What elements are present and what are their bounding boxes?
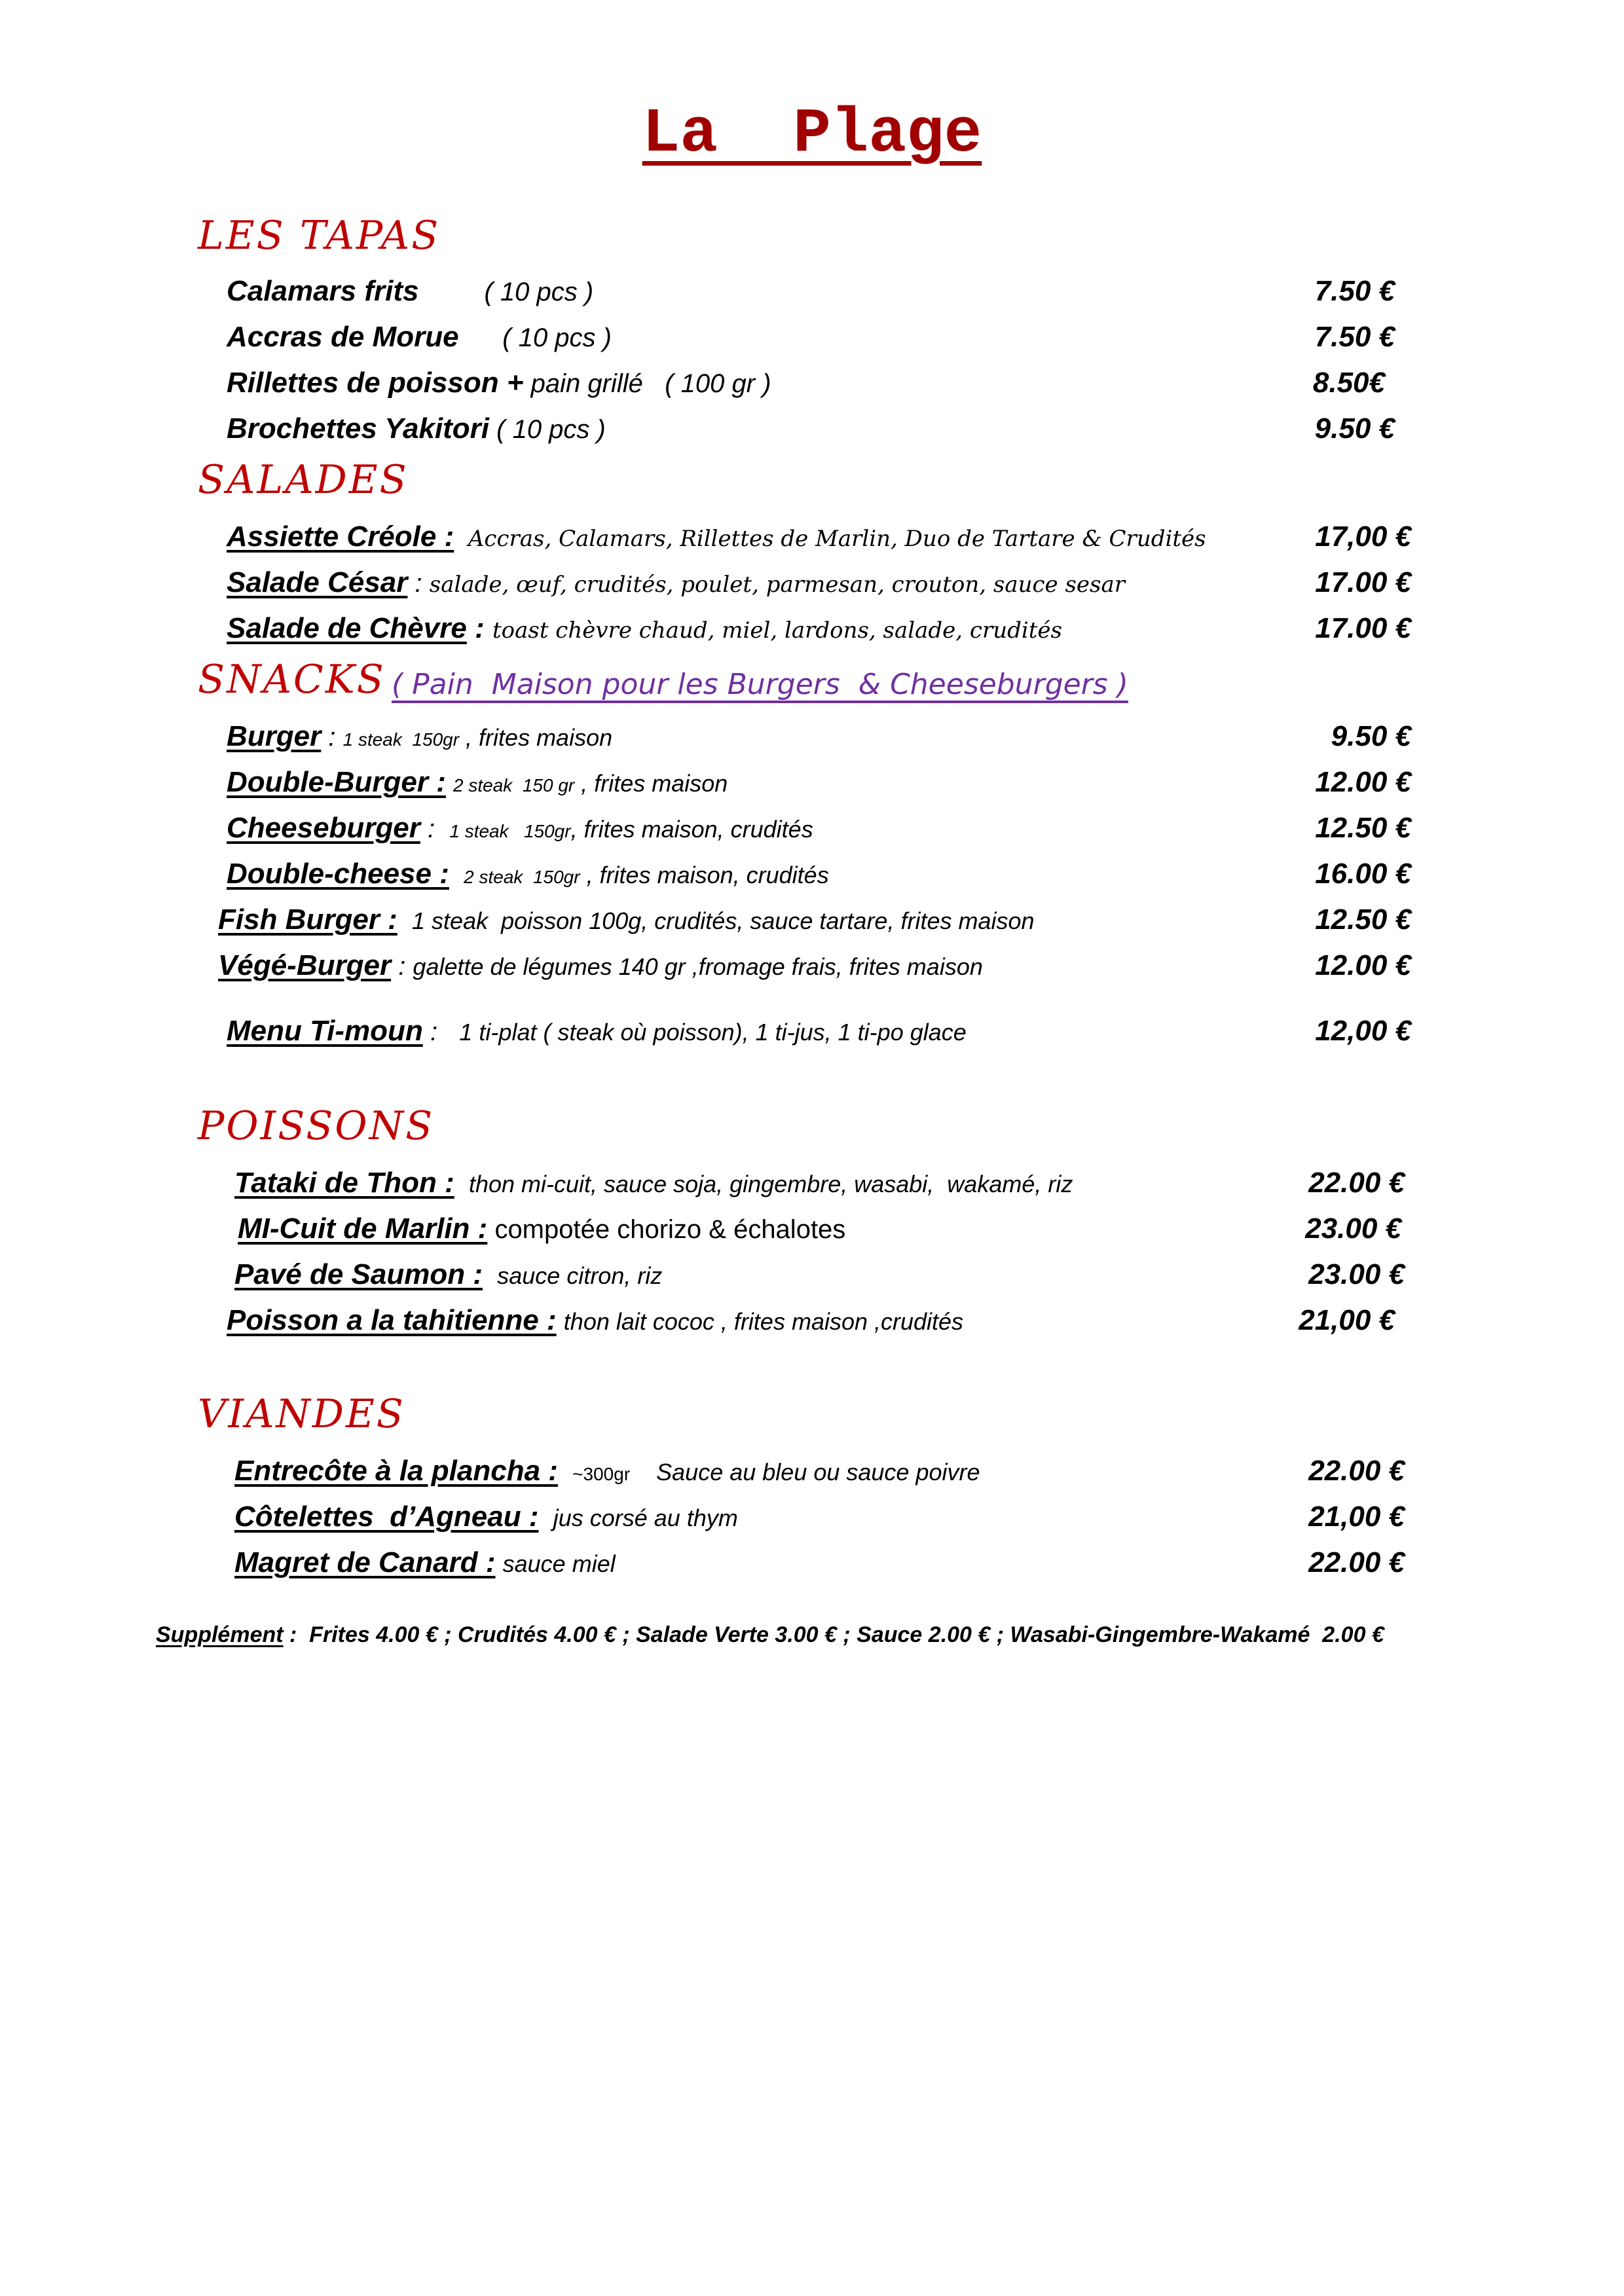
item-name: Poisson a la tahitienne : [227,1304,557,1336]
item-description: jus corsé au thym [553,1504,738,1531]
item-price: 22.00 € [1308,1455,1405,1487]
item-name: Double-cheese : [227,858,449,890]
item-weight: 2 steak 150 gr [453,775,575,795]
item-price: 12.50 € [1315,812,1411,844]
item-name: Végé-Burger [218,949,392,981]
item-description: thon mi-cuit, sauce soja, gingembre, wasabi, wakamé, riz [468,1171,1073,1197]
item-description: Sauce au bleu ou sauce poivre [630,1459,980,1485]
item-price: 12.00 € [1315,949,1411,981]
separator [483,1261,497,1290]
separator [446,769,453,797]
menu-item [0,612,1624,658]
menu-item [0,1258,1624,1304]
item-name: Entrecôte à la plancha : [234,1455,558,1487]
item-price: 17.00 € [1315,566,1411,598]
menu-item [0,720,1624,766]
item-price: 12,00 € [1315,1015,1411,1047]
item-description: , frites maison, crudités [570,816,813,843]
separator: : [407,569,430,598]
section-heading-snacks: SNACKS [198,657,386,702]
section-heading-tapas: LES TAPAS [198,213,441,259]
separator: : [321,723,343,752]
snacks-note: ( Pain Maison pour les Burgers & Cheeseburgers ) [392,668,1128,701]
menu-item [0,1015,1624,1061]
item-name: Calamars frits [227,275,419,307]
item-price: 12.50 € [1315,903,1411,936]
section-heading-salades: SALADES [198,457,409,503]
item-price: 21,00 € [1299,1304,1395,1336]
menu-item [0,275,1624,321]
item-description: ( 10 pcs ) [458,323,612,352]
menu-item [0,1304,1624,1350]
item-price: 16.00 € [1315,858,1411,890]
item-price: 23.00 € [1308,1258,1405,1290]
menu-item [0,903,1624,949]
item-price: 7.50 € [1314,321,1395,353]
separator [558,1457,572,1486]
item-name: Cheeseburger [227,812,420,844]
item-name: Menu Ti-moun [227,1015,423,1047]
item-name: Tataki de Thon : [234,1167,454,1199]
item-name: Burger [227,720,322,752]
separator [539,1503,553,1532]
item-name: Salade de Chèvre [227,612,467,644]
item-description: thon lait cococ , frites maison ,crudités [563,1308,964,1335]
item-description: ( 10 pcs ) [489,415,606,444]
item-weight: 1 steak 150gr [342,729,460,750]
supplement-text: : Frites 4.00 € ; Crudités 4.00 € ; Salade Verte 3.00 € ; Sauce 2.00 € ; Wasabi-Gingembre-Wakamé 2.00 € [283,1622,1384,1647]
separator: : [391,952,413,981]
item-price: 23.00 € [1305,1212,1401,1245]
item-description: sauce citron, riz [497,1262,663,1289]
item-description: Accras, Calamars, Rillettes de Marlin, Duo de Tartare & Crudités [454,526,1206,552]
menu-item [0,1455,1624,1501]
supplement-line [156,1622,1384,1648]
menu-item [0,367,1624,412]
item-description: 1 steak poisson 100g, crudités, sauce tartare, frites maison [412,907,1035,934]
item-price: 22.00 € [1308,1167,1405,1199]
menu-item [0,566,1624,612]
item-weight: 2 steak 150gr [464,867,580,887]
separator [557,1307,564,1336]
item-name: Assiette Créole : [227,520,454,553]
menu-item [0,858,1624,903]
item-description: compotée chorizo & échalotes [494,1215,846,1244]
item-name: Pavé de Saumon : [234,1258,483,1290]
item-name: Magret de Canard : [234,1546,496,1578]
item-name: Double-Burger : [227,766,446,798]
item-description: galette de légumes 140 gr ,fromage frais, frites maison [413,953,983,980]
item-name: Brochettes Yakitori [227,412,490,445]
menu-item [0,1212,1624,1258]
item-name: Côtelettes d’Agneau : [234,1501,539,1533]
item-description: pain grillé ( 100 gr ) [523,369,771,398]
item-name: MI-Cuit de Marlin : [238,1212,488,1245]
item-description: , frites maison [459,724,613,751]
section-heading-poissons: POISSONS [198,1103,435,1149]
supplement-label: Supplément [156,1622,284,1647]
separator [454,1169,469,1198]
item-price: 7.50 € [1314,275,1395,307]
menu-item [0,412,1624,458]
item-price: 12.00 € [1315,766,1411,798]
separator: : [422,1017,460,1046]
item-name: Fish Burger : [218,903,397,936]
item-price: 21,00 € [1308,1501,1405,1533]
item-name: Rillettes de poisson + [227,367,524,399]
item-price: 17,00 € [1315,520,1411,553]
item-description: sauce miel [502,1550,616,1577]
separator [487,1215,494,1244]
menu-item [0,1167,1624,1212]
menu-item [0,520,1624,566]
menu-item [0,1501,1624,1546]
item-name: Accras de Morue [227,321,459,353]
separator: : [420,814,450,843]
item-description: salade, œuf, crudités, poulet, parmesan, crouton, sauce sesar [429,572,1126,598]
item-name: Salade César [227,566,408,598]
restaurant-title: La Plage [642,98,982,170]
menu-item [0,766,1624,812]
separator [397,906,412,935]
item-description: ( 10 pcs ) [418,278,594,306]
item-price: 22.00 € [1308,1546,1405,1578]
item-description: 1 ti-plat ( steak où poisson), 1 ti-jus, 1 ti-po glace [459,1019,967,1046]
item-weight: 1 steak 150gr [449,821,571,841]
separator: : [466,612,492,644]
item-price: 9.50 € [1331,720,1411,752]
separator [449,860,464,889]
item-price: 8.50€ [1312,367,1385,399]
separator [496,1549,503,1578]
item-description: , frites maison [574,770,728,797]
item-weight: ~300gr [572,1464,631,1484]
item-price: 17.00 € [1315,612,1411,644]
item-price: 9.50 € [1314,412,1395,445]
menu-item [0,1546,1624,1592]
menu-item [0,321,1624,367]
item-description: , frites maison, crudités [580,862,829,888]
menu-item [0,949,1624,995]
item-description: toast chèvre chaud, miel, lardons, salade, crudités [492,617,1062,644]
menu-item [0,812,1624,858]
section-heading-viandes: VIANDES [198,1391,405,1437]
